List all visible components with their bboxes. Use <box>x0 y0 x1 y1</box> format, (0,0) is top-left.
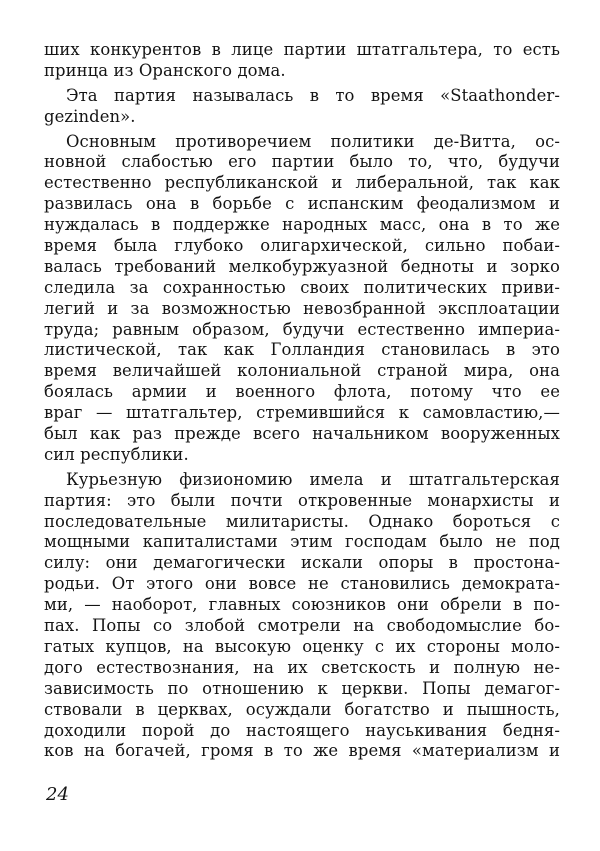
text-line: валась требований мелкобуржуазной бедноты и зорко <box>44 256 560 276</box>
text-line: партия: это были почти откровенные монархисты и <box>44 490 560 510</box>
text-line: дого естествознания, на их светскость и полную не- <box>44 657 560 677</box>
text-line: Курьезную физиономию имела и штатгальтерская <box>66 469 560 489</box>
text-line: естественно республиканской и либеральной, так как <box>44 173 560 193</box>
text-line: родьи. От этого они вовсе не становились демократа- <box>44 574 560 594</box>
text-line: ми, — наоборот, главных союзников они обрели в по- <box>44 595 560 615</box>
text-line: труда; равным образом, будучи естественно империа- <box>44 319 560 339</box>
text-line: мощными капиталистами этим господам было не под <box>44 532 560 552</box>
text-line: нуждалась в поддержке народных масс, она в то же <box>44 215 560 235</box>
text-line: гатых купцов, на высокую оценку с их стороны моло- <box>44 636 560 656</box>
text-line: силу: они демагогически искали опоры в простона- <box>44 553 560 573</box>
text-line: Эта партия называлась в то время «Staathonder- <box>66 85 560 105</box>
text-line: сил республики. <box>44 444 189 464</box>
text-line: боялась армии и военного флота, потому что ее <box>44 382 560 402</box>
text-line: доходили порой до настоящего науськивания бедня- <box>44 720 560 740</box>
text-line: время была глубоко олигархической, сильно побаи- <box>44 236 560 256</box>
text-line: развилась она в борьбе с испанским феодализмом и <box>44 194 560 214</box>
text-line: ствовали в церквах, осуждали богатство и пышность, <box>44 699 560 719</box>
text-line: новной слабостью его партии было то, что, будучи <box>44 152 560 172</box>
text-line: ших конкурентов в лице партии штатгальтера, то есть <box>44 40 560 59</box>
text-line: время величайшей колониальной страной мира, она <box>44 361 560 381</box>
text-line: следила за сохранностью своих политических приви- <box>44 277 560 297</box>
paragraph-4 <box>44 470 560 762</box>
paragraph-1 <box>44 40 560 82</box>
text-line: пах. Попы со злобой смотрели на свободомыслие бо- <box>44 616 560 636</box>
text-line: ков на богачей, громя в то же время «материализм и <box>44 741 560 761</box>
text-line: Основным противоречием политики де-Витта, ос- <box>66 131 560 151</box>
text-line: был как раз прежде всего начальником вооруженных <box>44 424 560 444</box>
text-line: последовательные милитаристы. Однако бороться с <box>44 511 560 531</box>
text-line: зависимость по отношению к церкви. Попы демагог- <box>44 678 560 698</box>
text-line: враг — штатгальтер, стремившийся к самовластию,— <box>44 403 560 423</box>
text-line: gezinden». <box>44 106 136 126</box>
text-line: легий и за возможностью невозбранной эксплоатации <box>44 298 560 318</box>
paragraph-2 <box>44 86 560 128</box>
body-text <box>44 40 560 762</box>
text-line: принца из Оранского дома. <box>44 60 286 80</box>
page-number: 24 <box>46 784 69 805</box>
paragraph-3 <box>44 132 560 466</box>
text-line: листической, так как Голландия становилась в это <box>44 340 560 360</box>
